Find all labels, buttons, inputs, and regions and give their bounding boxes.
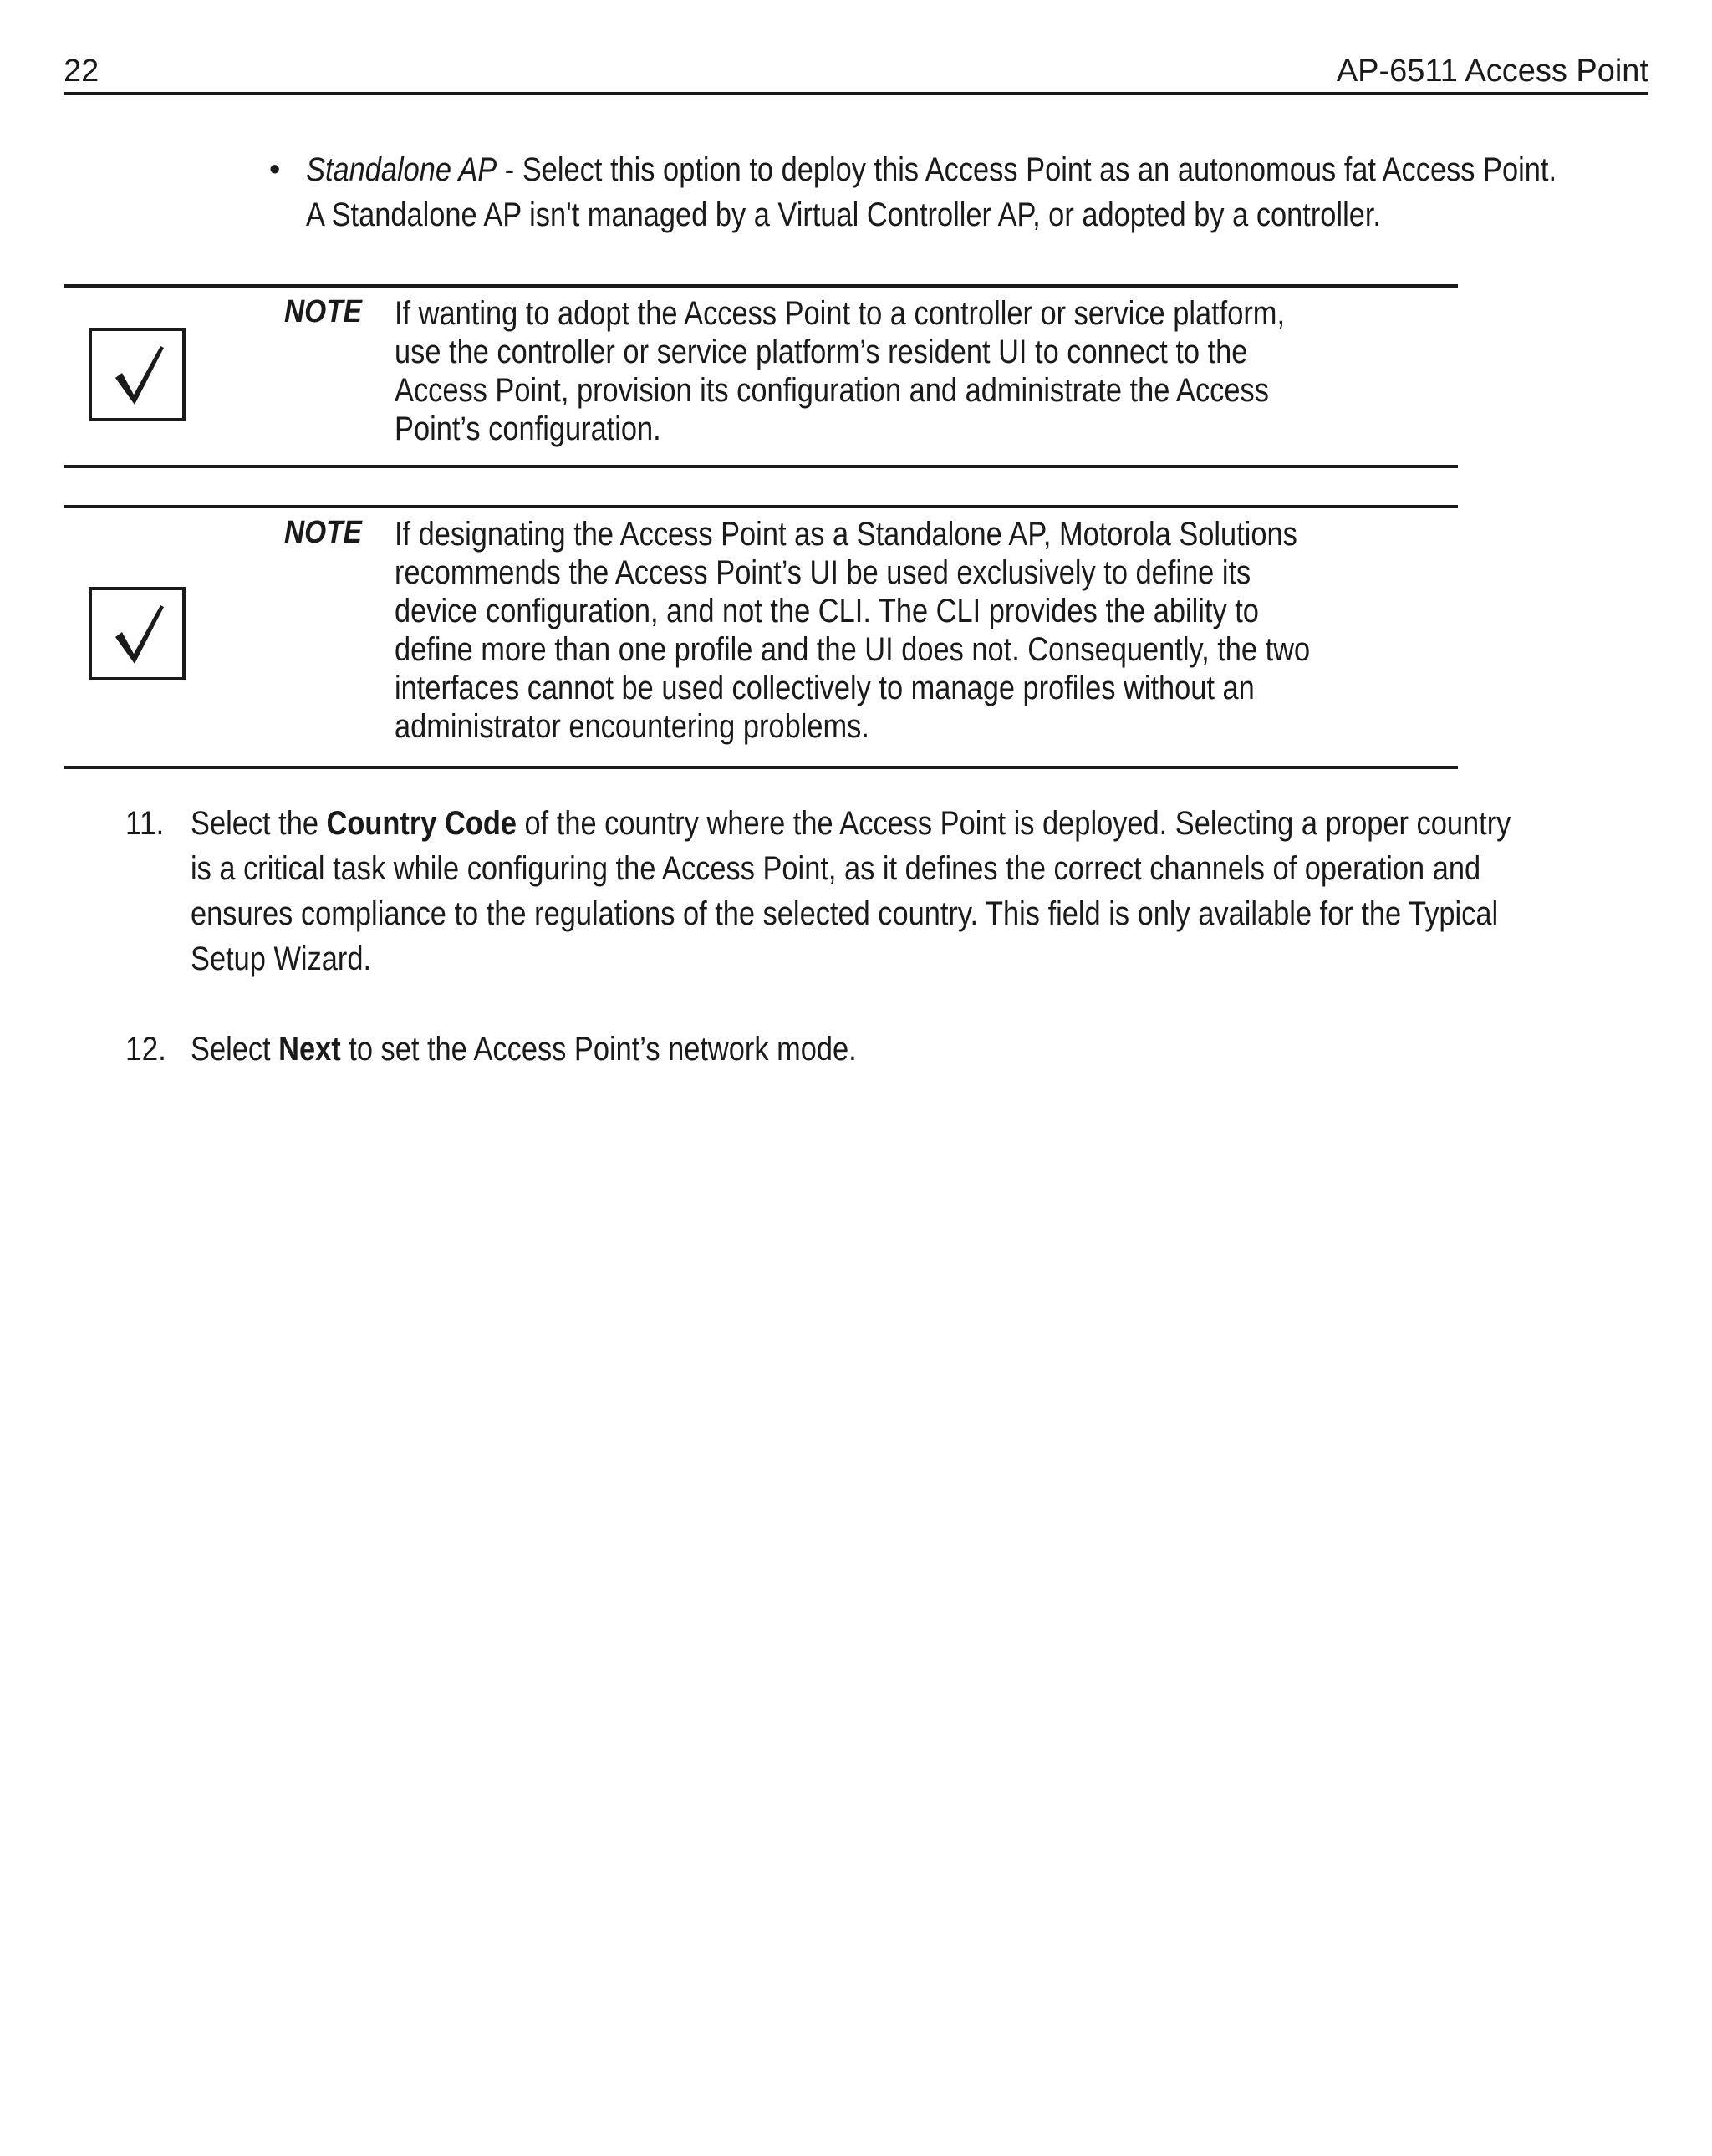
note-body <box>395 515 1310 746</box>
note-line: interfaces cannot be used collectively to manage profiles without an <box>395 670 1255 706</box>
bullet-line-2: A Standalone AP isn't managed by a Virtual Controller AP, or adopted by a controller. <box>306 196 1381 233</box>
step-text-run: to set the Access Point’s network mode. <box>340 1031 857 1068</box>
page-number: 22 <box>64 54 99 89</box>
note-line: define more than one profile and the UI does not. Consequently, the two <box>395 631 1311 668</box>
page-header <box>64 52 1648 95</box>
step-number: 12. <box>125 1031 166 1068</box>
note-box-standalone <box>64 505 1458 769</box>
bullet-line-1 <box>306 147 1557 192</box>
step-line: is a critical task while configuring the Access Point, as it defines the correct channels of operation and <box>191 850 1481 887</box>
step-text <box>191 801 1511 981</box>
ui-term-next: Next <box>278 1031 341 1068</box>
bullet-term: Standalone AP <box>306 151 497 188</box>
step-11 <box>125 801 1655 981</box>
note-line: use the controller or service platform’s resident UI to connect to the <box>395 334 1248 370</box>
bullet-line-1-rest: - Select this option to deploy this Access Point as an autonomous fat Access Point. <box>497 151 1557 188</box>
numbered-steps <box>125 801 1655 1117</box>
bullet-text <box>306 147 1557 237</box>
step-line: ensures compliance to the regulations of the selected country. This field is only available for the Typical <box>191 895 1499 932</box>
note-line: administrator encountering problems. <box>395 708 869 745</box>
bullet-marker: • <box>269 152 281 187</box>
step-12 <box>125 1027 1655 1072</box>
note-line: recommends the Access Point’s UI be used exclusively to define its <box>395 554 1251 591</box>
running-title: AP-6511 Access Point <box>1336 54 1648 89</box>
note-line: If wanting to adopt the Access Point to a controller or service platform, <box>395 295 1286 332</box>
note-line: device configuration, and not the CLI. The CLI provides the ability to <box>395 593 1259 629</box>
checkmark-icon <box>89 587 186 680</box>
step-text-run: Select the <box>191 805 327 842</box>
step-text-run: of the country where the Access Point is deployed. Selecting a proper country <box>516 805 1511 842</box>
checkmark-icon-graphic <box>92 331 182 418</box>
note-line: Access Point, provision its configuration and administrate the Access <box>395 372 1269 409</box>
checkmark-icon <box>89 328 186 421</box>
note-label: NOTE <box>284 294 362 329</box>
step-text <box>191 1027 1506 1072</box>
note-label: NOTE <box>284 515 362 550</box>
step-line: Setup Wizard. <box>191 940 372 977</box>
note-line: Point’s configuration. <box>395 410 661 447</box>
note-line: If designating the Access Point as a Standalone AP, Motorola Solutions <box>395 516 1297 553</box>
checkmark-icon-graphic <box>92 590 182 677</box>
note-box-adopt <box>64 284 1458 468</box>
ui-term-country-code: Country Code <box>326 805 517 842</box>
step-text-run: Select <box>191 1031 279 1068</box>
note-body <box>395 294 1285 448</box>
step-number: 11. <box>125 805 165 842</box>
step-line <box>191 1027 1506 1072</box>
step-line <box>191 801 1511 846</box>
